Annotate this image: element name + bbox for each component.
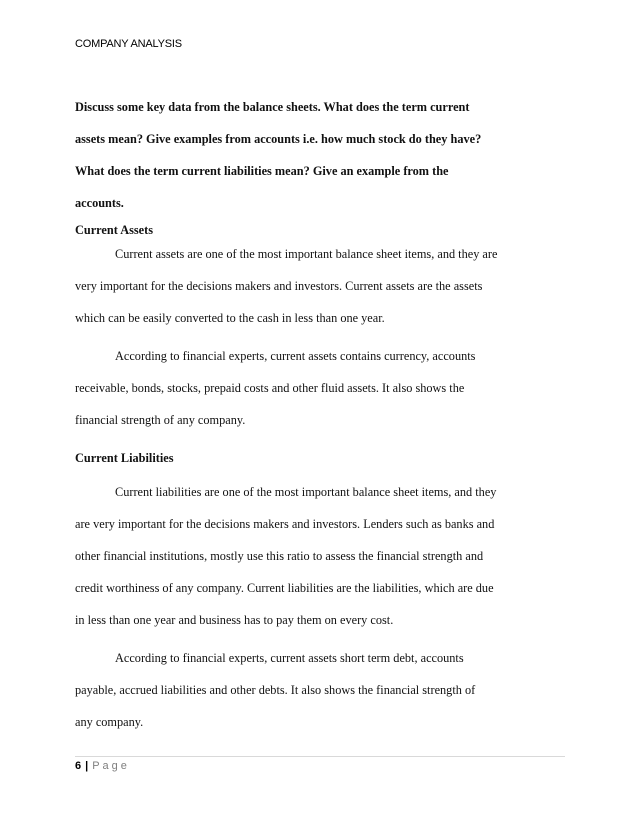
paragraph-line: According to financial experts, current assets short term debt, accounts — [115, 651, 464, 665]
paragraph-line: are very important for the decisions makers and investors. Lenders such as banks and — [75, 517, 495, 531]
page-word: Page — [92, 760, 130, 772]
footer-divider — [75, 756, 565, 757]
paragraph-line: financial strength of any company. — [75, 413, 246, 427]
footer-separator: | — [85, 760, 89, 772]
question-line: Discuss some key data from the balance sheets. What does the term current — [75, 100, 470, 114]
paragraph-current-liabilities-1 — [75, 476, 515, 636]
paragraph-current-liabilities-2 — [75, 642, 515, 738]
question-line: accounts. — [75, 196, 124, 210]
paragraph-line: Current assets are one of the most important balance sheet items, and they are — [115, 247, 498, 261]
section-heading-current-liabilities: Current Liabilities — [75, 451, 174, 465]
paragraph-current-assets-1 — [75, 238, 515, 334]
section-heading-current-assets: Current Assets — [75, 223, 153, 237]
paragraph-line: very important for the decisions makers and investors. Current assets are the assets — [75, 279, 483, 293]
paragraph-line: other financial institutions, mostly use this ratio to assess the financial strength and — [75, 549, 484, 563]
paragraph-line: which can be easily converted to the cash in less than one year. — [75, 311, 385, 325]
page-number: 6 — [75, 760, 82, 772]
paragraph-line: receivable, bonds, stocks, prepaid costs and other fluid assets. It also shows the — [75, 381, 465, 395]
question-text — [75, 91, 515, 219]
paragraph-line: According to financial experts, current assets contains currency, accounts — [115, 349, 476, 363]
paragraph-current-assets-2 — [75, 340, 515, 436]
question-line: assets mean? Give examples from accounts i.e. how much stock do they have? — [75, 132, 482, 146]
paragraph-line: payable, accrued liabilities and other debts. It also shows the financial strength of — [75, 683, 476, 697]
page-body — [75, 96, 515, 738]
question-line: What does the term current liabilities mean? Give an example from the — [75, 164, 449, 178]
paragraph-line: in less than one year and business has to pay them on every cost. — [75, 613, 394, 627]
paragraph-line: Current liabilities are one of the most important balance sheet items, and they — [115, 485, 497, 499]
running-header: COMPANY ANALYSIS — [75, 38, 182, 50]
paragraph-line: any company. — [75, 715, 144, 729]
page-footer — [75, 760, 130, 772]
paragraph-line: credit worthiness of any company. Current liabilities are the liabilities, which are due — [75, 581, 494, 595]
